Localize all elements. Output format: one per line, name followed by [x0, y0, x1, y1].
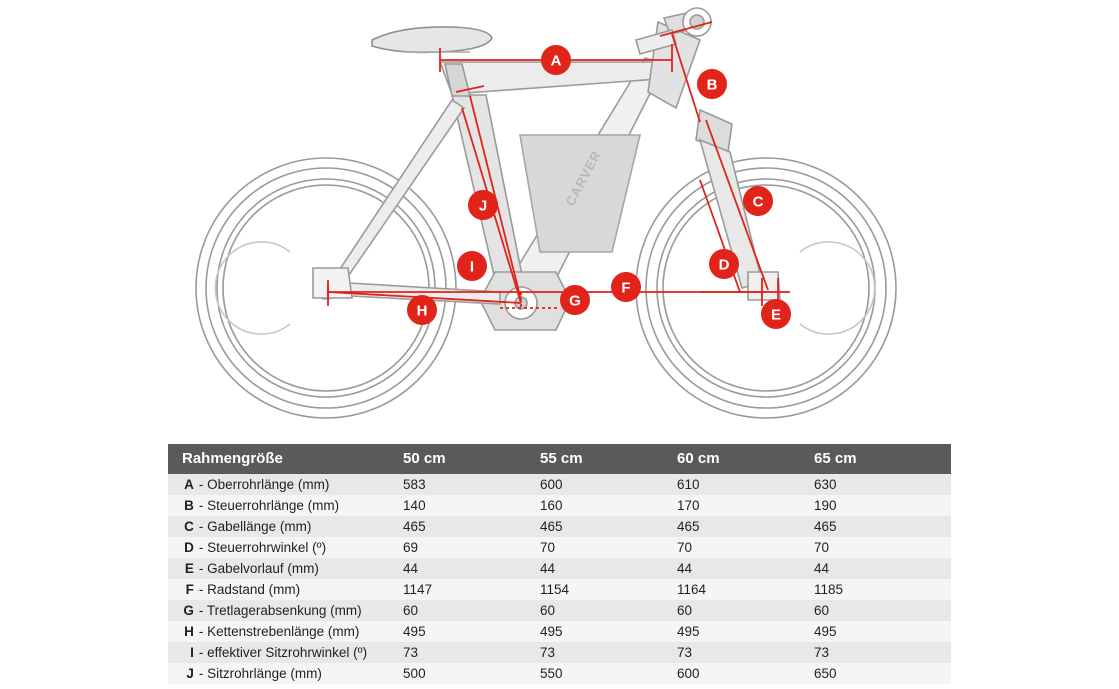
row-letter: B — [168, 495, 199, 516]
row-value-1: 160 — [540, 495, 677, 516]
row-name: - effektiver Sitzrohrwinkel (º) — [199, 642, 403, 663]
column-header-2: 60 cm — [677, 444, 814, 474]
table-row — [168, 474, 951, 495]
row-name: - Steuerrohrwinkel (º) — [199, 537, 403, 558]
row-value-2: 44 — [677, 558, 814, 579]
row-value-3: 190 — [814, 495, 951, 516]
row-value-0: 44 — [403, 558, 540, 579]
row-value-0: 69 — [403, 537, 540, 558]
callout-e — [761, 299, 791, 329]
row-letter: J — [168, 663, 199, 684]
row-value-1: 1154 — [540, 579, 677, 600]
row-name: - Tretlagerabsenkung (mm) — [199, 600, 403, 621]
fork-dropout — [748, 272, 780, 300]
row-name: - Gabellänge (mm) — [199, 516, 403, 537]
callout-a-label: A — [550, 52, 562, 70]
row-value-1: 70 — [540, 537, 677, 558]
callout-c-label: C — [752, 193, 764, 211]
table-body — [168, 474, 951, 684]
row-value-2: 600 — [677, 663, 814, 684]
row-letter: A — [168, 474, 199, 495]
row-value-3: 1185 — [814, 579, 951, 600]
row-value-1: 600 — [540, 474, 677, 495]
row-value-3: 44 — [814, 558, 951, 579]
callout-c — [743, 186, 773, 216]
table-row — [168, 642, 951, 663]
callout-i — [457, 251, 487, 281]
row-value-1: 73 — [540, 642, 677, 663]
row-letter: E — [168, 558, 199, 579]
geometry-table — [168, 444, 951, 684]
callout-b — [697, 69, 727, 99]
column-header-1: 55 cm — [540, 444, 677, 474]
row-value-0: 140 — [403, 495, 540, 516]
callout-e-label: E — [770, 306, 782, 324]
row-value-2: 60 — [677, 600, 814, 621]
row-letter: H — [168, 621, 199, 642]
row-value-0: 60 — [403, 600, 540, 621]
callout-g-label: G — [569, 292, 581, 310]
table-title: Rahmengröße — [168, 444, 403, 474]
table-row — [168, 558, 951, 579]
callout-j — [468, 190, 498, 220]
row-value-3: 630 — [814, 474, 951, 495]
table-row — [168, 537, 951, 558]
seat-stay — [332, 100, 464, 288]
row-letter: C — [168, 516, 199, 537]
row-value-1: 550 — [540, 663, 677, 684]
row-value-0: 1147 — [403, 579, 540, 600]
table-row — [168, 579, 951, 600]
brand-logo-text: CARVER — [562, 147, 605, 209]
row-value-2: 1164 — [677, 579, 814, 600]
row-value-3: 73 — [814, 642, 951, 663]
table-row — [168, 495, 951, 516]
row-name: - Gabelvorlauf (mm) — [199, 558, 403, 579]
row-letter: D — [168, 537, 199, 558]
row-name: - Oberrohrlänge (mm) — [199, 474, 403, 495]
row-value-2: 610 — [677, 474, 814, 495]
rear-disc — [215, 242, 290, 334]
row-value-0: 500 — [403, 663, 540, 684]
row-name: - Kettenstrebenlänge (mm) — [199, 621, 403, 642]
row-value-1: 495 — [540, 621, 677, 642]
callout-a — [541, 45, 571, 75]
row-value-2: 495 — [677, 621, 814, 642]
callout-h-label: H — [416, 302, 428, 320]
row-value-0: 583 — [403, 474, 540, 495]
row-value-3: 70 — [814, 537, 951, 558]
row-value-2: 73 — [677, 642, 814, 663]
saddle — [372, 27, 492, 52]
row-name: - Steuerrohrlänge (mm) — [199, 495, 403, 516]
table-row — [168, 621, 951, 642]
callout-g — [560, 285, 590, 315]
callout-b-label: B — [706, 76, 718, 94]
row-value-1: 44 — [540, 558, 677, 579]
row-letter: I — [168, 642, 199, 663]
row-value-0: 465 — [403, 516, 540, 537]
row-name: - Sitzrohrlänge (mm) — [199, 663, 403, 684]
column-header-3: 65 cm — [814, 444, 951, 474]
callout-d-label: D — [718, 256, 730, 274]
row-value-0: 73 — [403, 642, 540, 663]
row-value-1: 465 — [540, 516, 677, 537]
row-value-1: 60 — [540, 600, 677, 621]
row-value-0: 495 — [403, 621, 540, 642]
row-name: - Radstand (mm) — [199, 579, 403, 600]
row-value-3: 650 — [814, 663, 951, 684]
row-value-3: 495 — [814, 621, 951, 642]
row-letter: G — [168, 600, 199, 621]
row-value-2: 170 — [677, 495, 814, 516]
callout-f-label: F — [621, 279, 631, 297]
row-value-3: 465 — [814, 516, 951, 537]
column-header-0: 50 cm — [403, 444, 540, 474]
callout-j-label: J — [478, 197, 488, 215]
row-value-2: 465 — [677, 516, 814, 537]
table-row — [168, 600, 951, 621]
table-header-row — [168, 444, 951, 474]
callout-d — [709, 249, 739, 279]
table-row — [168, 663, 951, 684]
callout-h — [407, 295, 437, 325]
table-row — [168, 516, 951, 537]
callout-f — [611, 272, 641, 302]
row-letter: F — [168, 579, 199, 600]
row-value-2: 70 — [677, 537, 814, 558]
callout-i-label: I — [469, 258, 475, 276]
row-value-3: 60 — [814, 600, 951, 621]
